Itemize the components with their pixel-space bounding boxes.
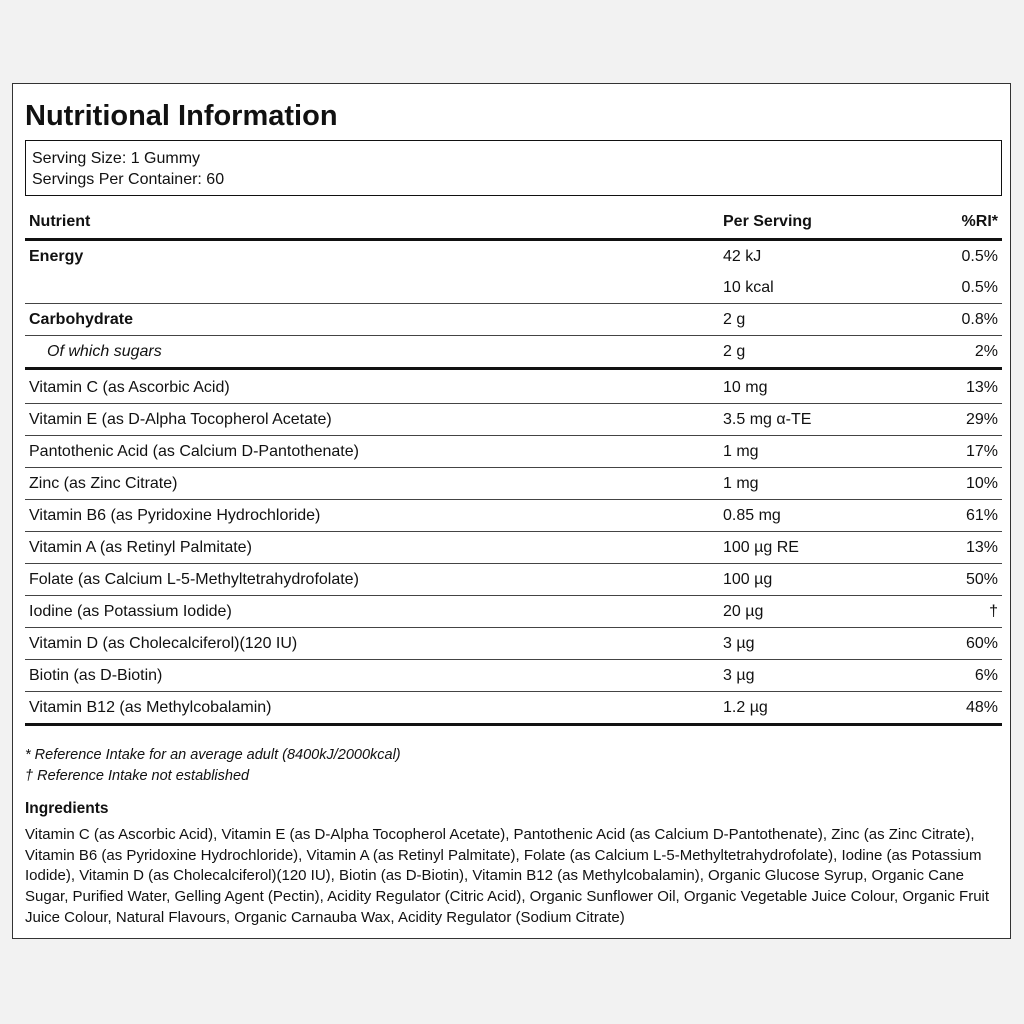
ri-value: 0.8% (917, 304, 1002, 336)
ri-value: 60% (917, 628, 1002, 660)
nutrient-name: Vitamin B12 (as Methylcobalamin) (25, 692, 719, 725)
ri-value: 13% (917, 532, 1002, 564)
per-serving-value: 42 kJ (723, 247, 762, 265)
nutrient-name: Energy (29, 247, 84, 265)
ri-value: † (917, 596, 1002, 628)
table-row (25, 404, 1002, 436)
ri-value: 6% (917, 660, 1002, 692)
serving-size: Serving Size: 1 Gummy (32, 150, 201, 167)
table-row (25, 596, 1002, 628)
per-serving-value: 3 µg (719, 660, 917, 692)
nutrient-name: Carbohydrate (25, 304, 719, 336)
header-nutrient: Nutrient (25, 205, 719, 240)
per-serving-value: 1 mg (719, 468, 917, 500)
nutrient-name: Vitamin E (as D-Alpha Tocopherol Acetate) (25, 404, 719, 436)
nutrient-name: Vitamin A (as Retinyl Palmitate) (25, 532, 719, 564)
footnotes (25, 745, 401, 787)
ri-value: 0.5% (961, 247, 998, 265)
per-serving-value: 10 kcal (719, 272, 917, 304)
nutrient-name: Zinc (as Zinc Citrate) (25, 468, 719, 500)
nutrient-name: Pantothenic Acid (as Calcium D-Pantothenate) (25, 436, 719, 468)
per-serving-value: 2 g (719, 336, 917, 369)
table-row-carbohydrate (25, 304, 1002, 336)
ingredients-text: Vitamin C (as Ascorbic Acid), Vitamin E (as D-Alpha Tocopherol Acetate), Pantothenic Acid (as Calcium D-Pantothenate), Zinc (as Zinc Citrate), Vitamin B6 (as Pyridoxine Hydrochloride), Vitamin A (as Retinyl Palmitate), Folate (as Calcium L-5-Methyltetrahydrofolate), Iodine (as Potassium Iodide), Vitamin D (as Cholecalciferol)(120 IU), Biotin (as D-Biotin), Vitamin B12 (as Methylcobalamin), Organic Glucose Syrup, Organic Cane Sugar, Purified Water, Gelling Agent (Pectin), Acidity Regulator (Citric Acid), Organic Sunflower Oil, Organic Vegetable Juice Colour, Organic Fruit Juice Colour, Natural Flavours, Organic Carnauba Wax, Acidity Regulator (Sodium Citrate) (25, 826, 990, 926)
per-serving-value: 100 µg RE (719, 532, 917, 564)
ri-value: 50% (917, 564, 1002, 596)
table-row-energy-kj (25, 240, 1002, 273)
table-row (25, 369, 1002, 404)
nutrient-name: Folate (as Calcium L-5-Methyltetrahydrofolate) (25, 564, 719, 596)
nutrient-name: Biotin (as D-Biotin) (25, 660, 719, 692)
nutrient-name: Vitamin C (as Ascorbic Acid) (25, 369, 719, 404)
ingredients-heading: Ingredients (25, 800, 109, 817)
table-row-energy-kcal (25, 272, 1002, 304)
per-serving-value: 3 µg (719, 628, 917, 660)
table-row (25, 532, 1002, 564)
nutrition-panel (12, 83, 1011, 939)
ri-value: 13% (917, 369, 1002, 404)
per-serving-value: 1 mg (719, 436, 917, 468)
footnote-not-established: † Reference Intake not established (25, 768, 250, 784)
table-row (25, 692, 1002, 725)
table-row (25, 564, 1002, 596)
table-row (25, 628, 1002, 660)
ri-value: 17% (917, 436, 1002, 468)
nutrient-name (25, 272, 719, 304)
ri-value: 10% (917, 468, 1002, 500)
ri-value: 48% (917, 692, 1002, 725)
header-ri: %RI* (917, 205, 1002, 240)
ri-value: 2% (917, 336, 1002, 369)
table-row (25, 500, 1002, 532)
servings-per-container: Servings Per Container: 60 (32, 171, 225, 188)
per-serving-value: 2 g (719, 304, 917, 336)
ri-value: 61% (917, 500, 1002, 532)
table-row (25, 436, 1002, 468)
table-row (25, 660, 1002, 692)
footnote-reference-intake: * Reference Intake for an average adult (8400kJ/2000kcal) (25, 747, 401, 763)
nutrient-name: Vitamin D (as Cholecalciferol)(120 IU) (25, 628, 719, 660)
per-serving-value: 10 mg (719, 369, 917, 404)
per-serving-value: 1.2 µg (719, 692, 917, 725)
per-serving-value: 0.85 mg (719, 500, 917, 532)
per-serving-value: 3.5 mg α-TE (719, 404, 917, 436)
header-per-serving: Per Serving (719, 205, 917, 240)
nutrient-name: Of which sugars (25, 336, 719, 369)
nutrient-name: Vitamin B6 (as Pyridoxine Hydrochloride) (25, 500, 719, 532)
serving-info-box (25, 140, 1002, 196)
ri-value: 0.5% (917, 272, 1002, 304)
table-row (25, 468, 1002, 500)
nutrition-table (25, 205, 1002, 726)
per-serving-value: 20 µg (719, 596, 917, 628)
table-row-sugars (25, 336, 1002, 369)
nutrient-name: Iodine (as Potassium Iodide) (25, 596, 719, 628)
page-title: Nutritional Information (25, 100, 338, 132)
ri-value: 29% (917, 404, 1002, 436)
per-serving-value: 100 µg (719, 564, 917, 596)
table-header-row (25, 205, 1002, 240)
